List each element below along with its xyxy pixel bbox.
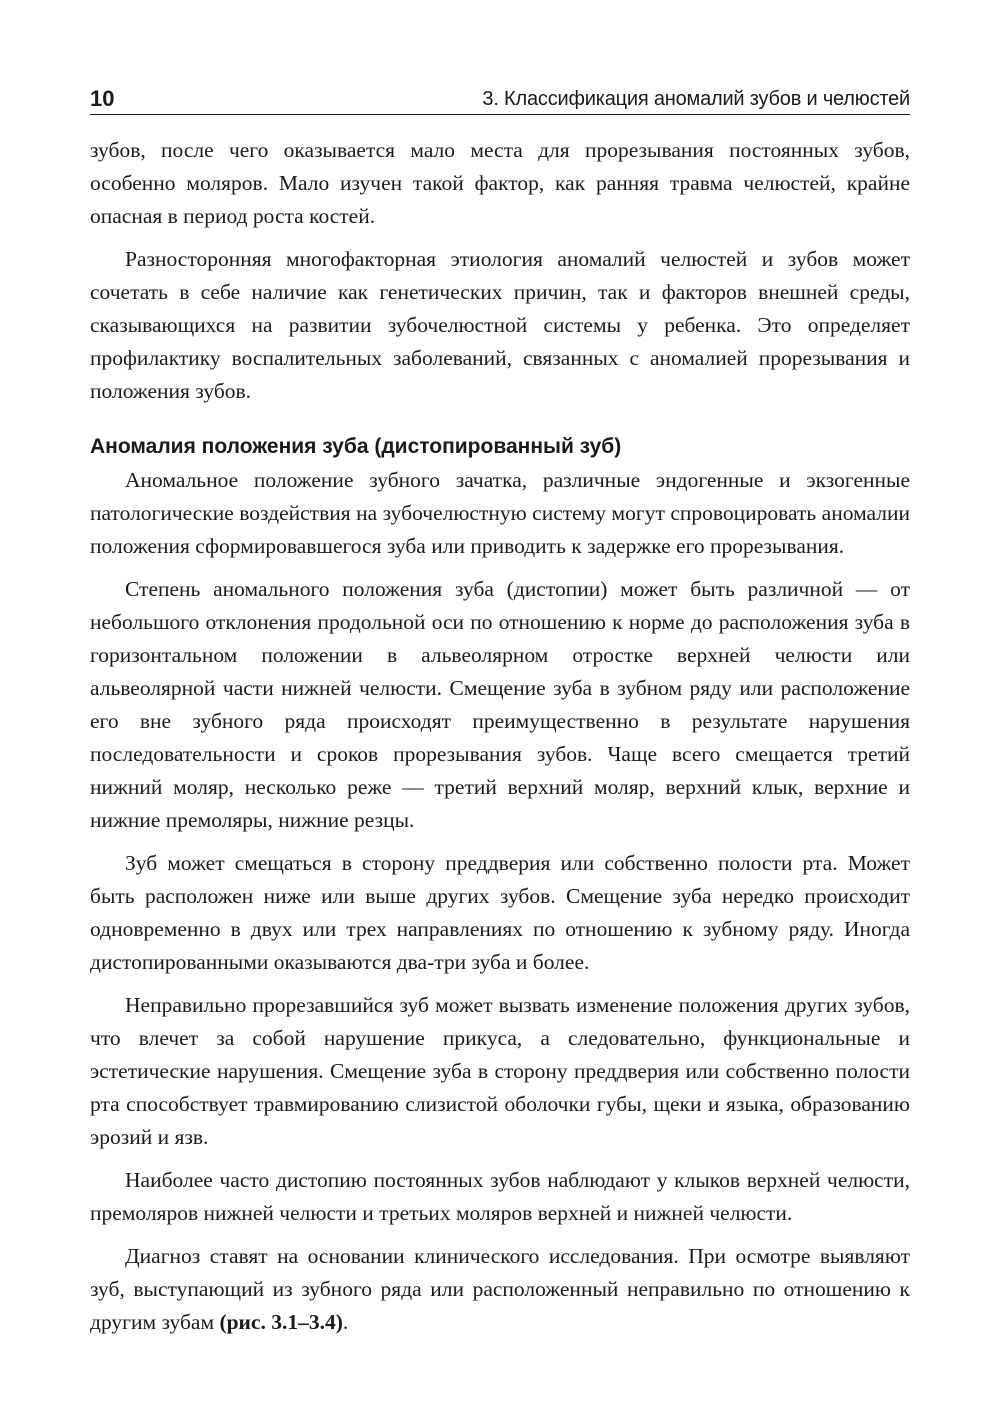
paragraph-frequency: Наиболее часто дистопию постоянных зубов наблюдают у клыков верхней челюсти, премоляров нижней челюсти и третьих моляров верхней и нижней челюсти.: [90, 1168, 910, 1225]
paragraph-etiology: Разносторонняя многофакторная этиология аномалий челюстей и зубов может сочетать в себе наличие как генетических причин, так и факторов внешней среды, сказывающихся на развитии зубочелюстной системы у ребенка. Это определяет профилактику воспалительных заболеваний, связанных с аномалией прорезывания и положения зубов.: [90, 247, 910, 403]
body-text: [90, 134, 910, 1339]
paragraph-continued: зубов, после чего оказывается мало места для прорезывания постоянных зубов, особенно моляров. Мало изучен такой фактор, как ранняя травма челюстей, крайне опасная в период роста костей.: [90, 138, 910, 228]
running-title: 3. Классификация аномалий зубов и челюстей: [482, 88, 910, 110]
paragraph-abnormal-position: Аномальное положение зубного зачатка, различные эндогенные и экзогенные патологические воздействия на зубочелюстную систему могут спровоцировать аномалии положения сформировавшегося зуба или приводить к задержке его прорезывания.: [90, 468, 910, 558]
section-heading: Аномалия положения зуба (дистопированный зуб): [90, 435, 622, 458]
running-header: [90, 84, 910, 115]
diagnosis-text: Диагноз ставят на основании клинического исследования. При осмотре выявляют зуб, выступающий из зубного ряда или расположенный неправильно по отношению к другим зубам: [90, 1244, 910, 1334]
diagnosis-end: .: [342, 1310, 349, 1334]
figure-reference[interactable]: (рис. 3.1–3.4): [219, 1310, 343, 1334]
page-number: 10: [90, 86, 115, 111]
paragraph-consequences: Неправильно прорезавшийся зуб может вызвать изменение положения других зубов, что влечет за собой нарушение прикуса, а следовательно, функциональные и эстетические нарушения. Смещение зуба в сторону преддверия или собственно полости рта способствует травмированию слизистой оболочки губы, щеки и языка, образованию эрозий и язв.: [90, 993, 910, 1149]
paragraph-dystopia-degree: Степень аномального положения зуба (дистопии) может быть различной — от небольшого отклонения продольной оси по отношению к норме до расположения зуба в горизонтальном положении в альвеолярном отростке верхней челюсти или альвеолярной части нижней челюсти. Смещение зуба в зубном ряду или расположение его вне зубного ряда происходят преимущественно в результате нарушения последовательности и сроков прорезывания зубов. Чаще всего смещается третий нижний моляр, несколько реже — третий верхний моляр, верхний клык, верхние и нижние премоляры, нижние резцы.: [90, 577, 910, 832]
paragraph-tooth-displacement: Зуб может смещаться в сторону преддверия или собственно полости рта. Может быть расположен ниже или выше других зубов. Смещение зуба нередко происходит одновременно в двух или трех направлениях по отношению к зубному ряду. Иногда дистопированными оказываются два-три зуба и более.: [90, 851, 910, 974]
paragraph-diagnosis: [90, 1240, 910, 1339]
